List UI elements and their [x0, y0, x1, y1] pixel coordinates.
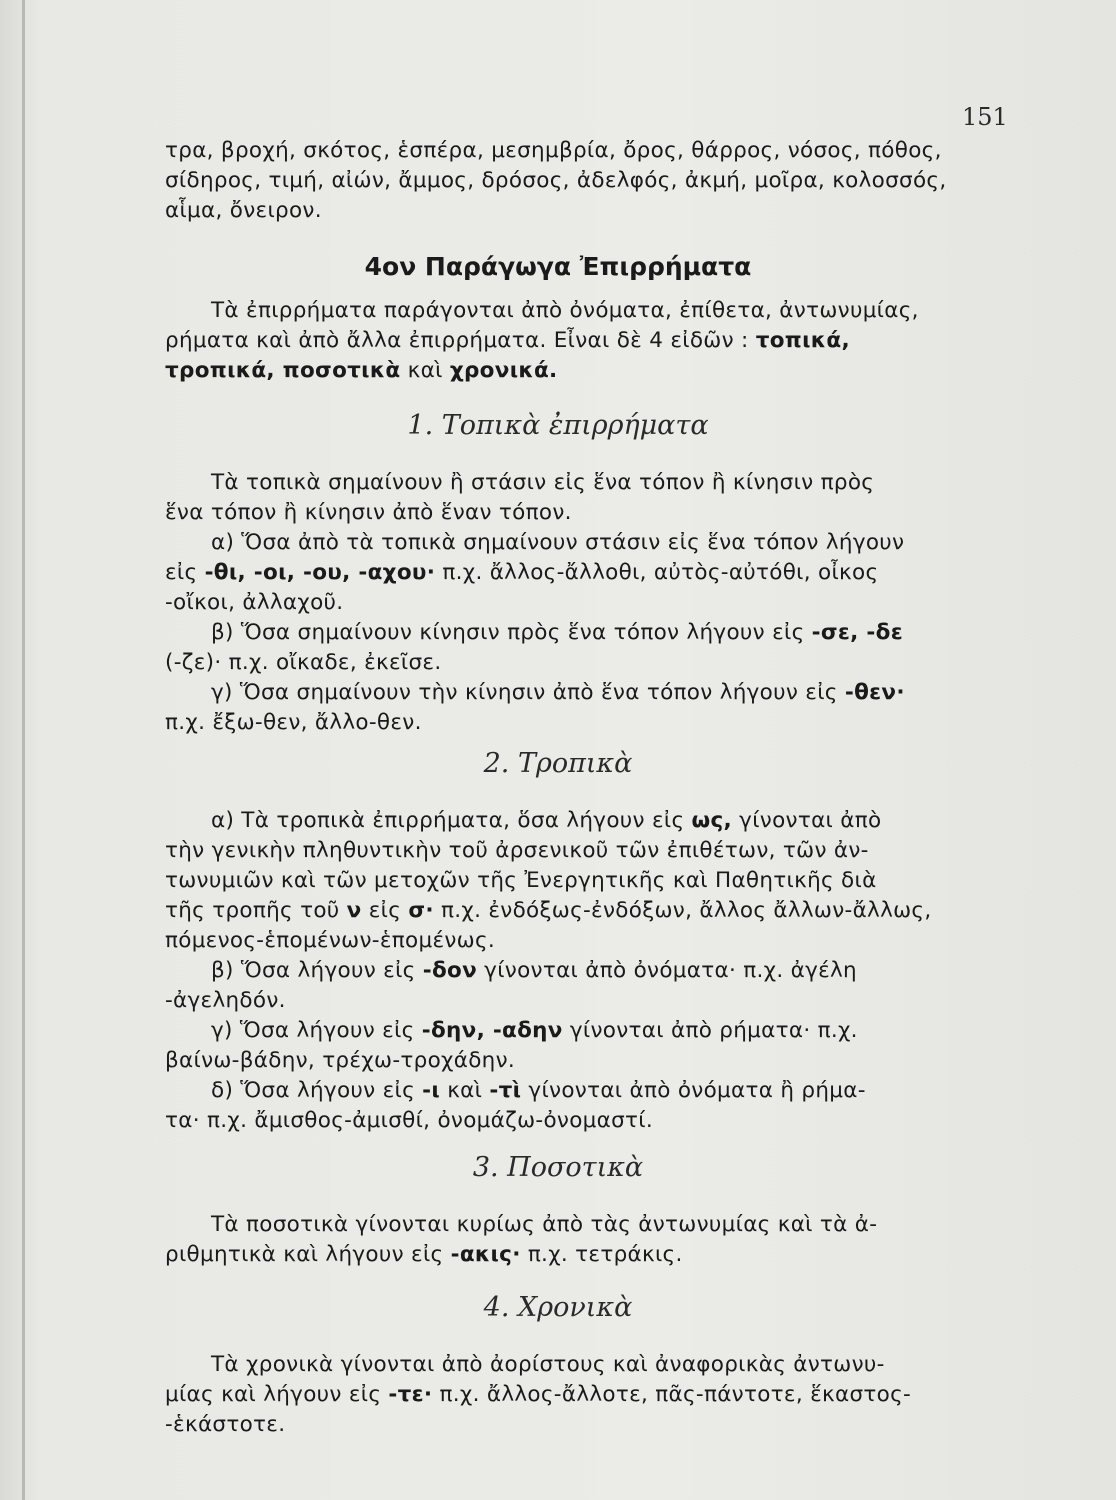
text-span: γ) Ὅσα σημαίνουν τὴν κίνησιν ἀπὸ ἕνα τόπον λήγουν εἰς	[211, 680, 838, 705]
text-span: ριθμητικὰ καὶ λήγουν εἰς	[165, 1242, 444, 1267]
bold-term: τροπικά, ποσοτικὰ	[165, 358, 401, 383]
text-line: -ἀγεληδόν.	[165, 988, 286, 1013]
bold-term: -θεν·	[844, 680, 905, 705]
text-line: -ἑκάστοτε.	[165, 1412, 286, 1437]
text-line: -οἴκοι, ἀλλαχοῦ.	[165, 590, 344, 615]
text-span: α) Τὰ τροπικὰ ἐπιρρήματα, ὅσα λήγουν εἰς	[211, 808, 685, 833]
text-line	[165, 326, 1045, 356]
text-span: β) Ὅσα λήγουν εἰς	[211, 958, 416, 983]
bold-term: -δον	[422, 958, 478, 983]
text-line: πόμενος-ἑπομένων-ἑπομένως.	[165, 928, 496, 953]
text-span: π.χ. ἐνδόξως-ἐνδόξων, ἄλλος ἄλλων-ἄλλως,	[440, 898, 932, 923]
text-span: καὶ	[407, 358, 443, 383]
subsection-2-body	[165, 806, 1045, 1136]
subsection-4-body	[165, 1350, 1045, 1440]
bold-term: ν	[346, 898, 362, 923]
text-line: Τὰ ἐπιρρήματα παράγονται ἀπὸ ὀνόματα, ἐπίθετα, ἀντωνυμίας,	[211, 298, 919, 323]
text-line: τα· π.χ. ἄμισθος-ἀμισθί, ὀνομάζω-ὀνομαστί.	[165, 1108, 654, 1133]
text-span: β) Ὅσα σημαίνουν κίνησιν πρὸς ἕνα τόπον λήγουν εἰς	[211, 620, 805, 645]
text-line	[165, 1076, 1045, 1106]
text-line	[165, 356, 1045, 386]
text-line	[165, 618, 1045, 648]
bold-term: χρονικά.	[449, 358, 558, 383]
text-line: Τὰ χρονικὰ γίνονται ἀπὸ ἀορίστους καὶ ἀναφορικὰς ἀντωνυ-	[211, 1352, 885, 1377]
text-line: τὴν γενικὴν πληθυντικὴν τοῦ ἀρσενικοῦ τῶν ἐπιθέτων, τῶν ἀν-	[165, 838, 869, 863]
bold-term: -ι	[422, 1078, 441, 1103]
text-span: δ) Ὅσα λήγουν εἰς	[211, 1078, 415, 1103]
section-heading-main: 4ον Παράγωγα Ἐπιρρήματα	[364, 252, 752, 281]
text-line: ἕνα τόπον ἢ κίνησιν ἀπὸ ἕναν τόπον.	[165, 500, 572, 525]
text-line: α) Ὅσα ἀπὸ τὰ τοπικὰ σημαίνουν στάσιν εἰς ἕνα τόπον λήγουν	[211, 530, 905, 555]
subsection-3-body	[165, 1210, 1045, 1270]
text-span: γίνονται ἀπὸ ρήματα· π.χ.	[569, 1018, 858, 1043]
text-line: π.χ. ἔξω-θεν, ἄλλο-θεν.	[165, 710, 422, 735]
text-line: σίδηρος, τιμή, αἰών, ἄμμος, δρόσος, ἀδελφός, ἀκμή, μοῖρα, κολοσσός,	[165, 168, 947, 193]
subsection-title-4: 4. Χρονικὰ	[483, 1292, 633, 1323]
bold-term: -σε, -δε	[811, 620, 903, 645]
bold-term: σ·	[408, 898, 434, 923]
subsection-title-1: 1. Τοπικὰ ἐπιρρήματα	[407, 410, 709, 441]
text-span: εἰς	[165, 560, 198, 585]
subsection-title-3: 3. Ποσοτικὰ	[472, 1152, 644, 1183]
bold-term: -τὶ	[489, 1078, 522, 1103]
text-span: π.χ. τετράκις.	[527, 1242, 683, 1267]
subsection-1-body	[165, 468, 1045, 738]
text-span: εἰς	[368, 898, 402, 923]
text-line	[165, 806, 1045, 836]
text-span: καὶ	[447, 1078, 483, 1103]
text-line	[165, 1240, 1045, 1270]
subsection-title-2: 2. Τροπικὰ	[483, 748, 633, 779]
text-line: (-ζε)· π.χ. οἴκαδε, ἐκεῖσε.	[165, 650, 442, 675]
text-line	[165, 896, 1045, 926]
text-line: Τὰ ποσοτικὰ γίνονται κυρίως ἀπὸ τὰς ἀντωνυμίας καὶ τὰ ἀ-	[211, 1212, 878, 1237]
text-line: βαίνω-βάδην, τρέχω-τροχάδην.	[165, 1048, 516, 1073]
text-line	[165, 1016, 1045, 1046]
text-span: π.χ. ἄλλος-ἄλλοτε, πᾶς-πάντοτε, ἕκαστος-	[439, 1382, 912, 1407]
text-line: τωνυμιῶν καὶ τῶν μετοχῶν τῆς Ἐνεργητικῆς καὶ Παθητικῆς διὰ	[165, 868, 877, 893]
text-line	[165, 956, 1045, 986]
text-line	[165, 558, 1045, 588]
bold-term: -τε·	[388, 1382, 433, 1407]
bold-term: -θι, -οι, -ου, -αχου·	[204, 560, 436, 585]
page-number: 151	[962, 103, 1008, 131]
section-intro-paragraph	[165, 296, 1045, 386]
text-span: ρήματα καὶ ἀπὸ ἄλλα ἐπιρρήματα. Εἶναι δὲ 4 εἰδῶν :	[165, 328, 749, 353]
text-line	[165, 1380, 1045, 1410]
bold-term: ως,	[691, 808, 733, 833]
text-span: γίνονται ἀπὸ	[739, 808, 882, 833]
text-line	[165, 678, 1045, 708]
text-span: γ) Ὅσα λήγουν εἰς	[211, 1018, 415, 1043]
intro-paragraph	[165, 136, 1045, 226]
text-span: γίνονται ἀπὸ ὀνόματα ἢ ρήμα-	[528, 1078, 866, 1103]
bold-term: τοπικά,	[755, 328, 850, 353]
text-span: γίνονται ἀπὸ ὀνόματα· π.χ. ἀγέλη	[484, 958, 857, 983]
text-span: τῆς τροπῆς τοῦ	[165, 898, 340, 923]
text-span: μίας καὶ λήγουν εἰς	[165, 1382, 382, 1407]
text-span: π.χ. ἄλλος-ἄλλοθι, αὐτὸς-αὐτόθι, οἶκος	[442, 560, 879, 585]
text-line: τρα, βροχή, σκότος, ἑσπέρα, μεσημβρία, ὄρος, θάρρος, νόσος, πόθος,	[165, 138, 942, 163]
bold-term: -δην, -αδην	[421, 1018, 563, 1043]
text-line: Τὰ τοπικὰ σημαίνουν ἢ στάσιν εἰς ἕνα τόπον ἢ κίνησιν πρὸς	[211, 470, 875, 495]
bold-term: -ακις·	[450, 1242, 521, 1267]
text-line: αἷμα, ὄνειρον.	[165, 198, 322, 223]
